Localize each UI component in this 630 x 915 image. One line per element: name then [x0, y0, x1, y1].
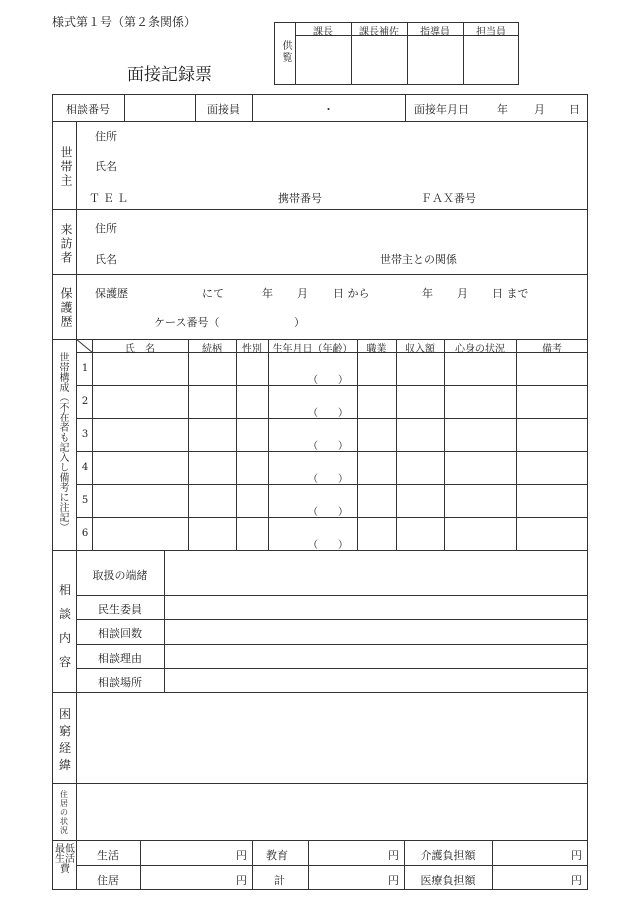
care-cost-label: 介護負担額 — [420, 849, 476, 862]
householder-label: 世帯主 — [59, 146, 73, 188]
household-header: 職業 — [366, 344, 387, 355]
visitor-relation-label: 世帯主との関係 — [380, 253, 457, 266]
consult-item: 相談回数 — [98, 627, 142, 640]
protection-day-until: 日 まで — [492, 287, 529, 300]
corner-diagonal — [76, 339, 93, 353]
date-year: 年 — [497, 103, 508, 116]
protection-day-from: 日 から — [333, 287, 370, 300]
approval-header: 指導員 — [420, 27, 450, 38]
education-label: 教育 — [266, 849, 288, 862]
consult-item: 取扱の端緒 — [92, 569, 148, 582]
medical-cost-label: 医療負担額 — [420, 874, 476, 887]
household-header: 生年月日（年齢） — [272, 344, 353, 355]
householder-address-label: 住所 — [95, 130, 117, 143]
yen-unit: 円 — [571, 874, 582, 887]
visitor-address-label: 住所 — [95, 222, 117, 235]
consult-no-field[interactable] — [124, 96, 195, 120]
householder-tel-label: ＴＥＬ — [89, 192, 131, 205]
yen-unit: 円 — [236, 849, 247, 862]
household-header: 心身の状況 — [455, 344, 505, 355]
household-label: 世帯構成（不在者も記入し備考に注記） — [57, 352, 68, 532]
protection-label: 保護歴 — [59, 287, 73, 329]
living-label: 生活 — [97, 849, 119, 862]
housing-field[interactable] — [78, 785, 586, 839]
consult-item: 相談理由 — [98, 652, 142, 665]
approval-side-label: 供覧 — [280, 40, 291, 64]
household-header: 収入額 — [405, 344, 435, 355]
date-month: 月 — [534, 103, 545, 116]
housing-label: 住居の状況 — [60, 790, 68, 835]
householder-name-label: 氏名 — [95, 160, 117, 173]
yen-unit: 円 — [571, 849, 582, 862]
interviewer-label: 面接員 — [207, 103, 240, 116]
yen-unit: 円 — [388, 874, 399, 887]
case-number-close: ） — [294, 316, 305, 329]
householder-mobile-label: 携帯番号 — [278, 192, 322, 205]
poverty-field[interactable] — [78, 694, 586, 782]
household-header: 続柄 — [202, 344, 222, 355]
row-number: 3 — [81, 429, 89, 440]
minimum-cost-label: 最低生活費 — [55, 844, 75, 875]
consult-item: 民生委員 — [98, 603, 142, 616]
protection-at: にて — [202, 287, 224, 300]
approval-header: 課長補佐 — [359, 27, 399, 38]
age-paren: （ ） — [308, 375, 348, 386]
housing-cost-label: 住居 — [97, 874, 119, 887]
age-paren: （ ） — [308, 540, 348, 551]
consult-label: 相談内容 — [58, 583, 71, 669]
consult-no-label: 相談番号 — [66, 103, 110, 116]
yen-unit: 円 — [388, 849, 399, 862]
date-day: 日 — [569, 103, 580, 116]
protection-history-label: 保護歴 — [95, 287, 128, 300]
row-number: 2 — [81, 396, 89, 407]
row-number: 5 — [81, 495, 89, 506]
protection-month2: 月 — [457, 287, 468, 300]
age-paren: （ ） — [308, 441, 348, 452]
household-header: 氏 名 — [125, 344, 155, 355]
protection-year2: 年 — [422, 287, 433, 300]
consult-item: 相談場所 — [98, 676, 142, 689]
visitor-name-label: 氏名 — [95, 253, 117, 266]
yen-unit: 円 — [236, 874, 247, 887]
protection-month1: 月 — [297, 287, 308, 300]
age-paren: （ ） — [308, 408, 348, 419]
case-number-label: ケース番号（ — [154, 316, 220, 329]
poverty-label: 困窮経緯 — [58, 707, 71, 772]
approval-header: 課長 — [313, 27, 333, 38]
interview-date-label: 面接年月日 — [414, 103, 469, 116]
approval-header: 担当員 — [476, 27, 506, 38]
age-paren: （ ） — [308, 474, 348, 485]
page-title: 面接記録票 — [127, 65, 212, 85]
householder-fax-label: ＦＡＸ番号 — [421, 192, 476, 205]
total-label: 計 — [274, 874, 285, 887]
household-header: 備考 — [542, 344, 562, 355]
row-number: 1 — [81, 363, 89, 374]
visitor-label: 来訪者 — [59, 223, 73, 265]
interviewer-field[interactable]: ・ — [323, 103, 334, 116]
protection-year1: 年 — [262, 287, 273, 300]
form-number: 様式第１号（第２条関係） — [52, 15, 197, 29]
row-number: 6 — [81, 528, 89, 539]
age-paren: （ ） — [308, 507, 348, 518]
household-header: 性別 — [242, 344, 262, 355]
row-number: 4 — [81, 462, 89, 473]
